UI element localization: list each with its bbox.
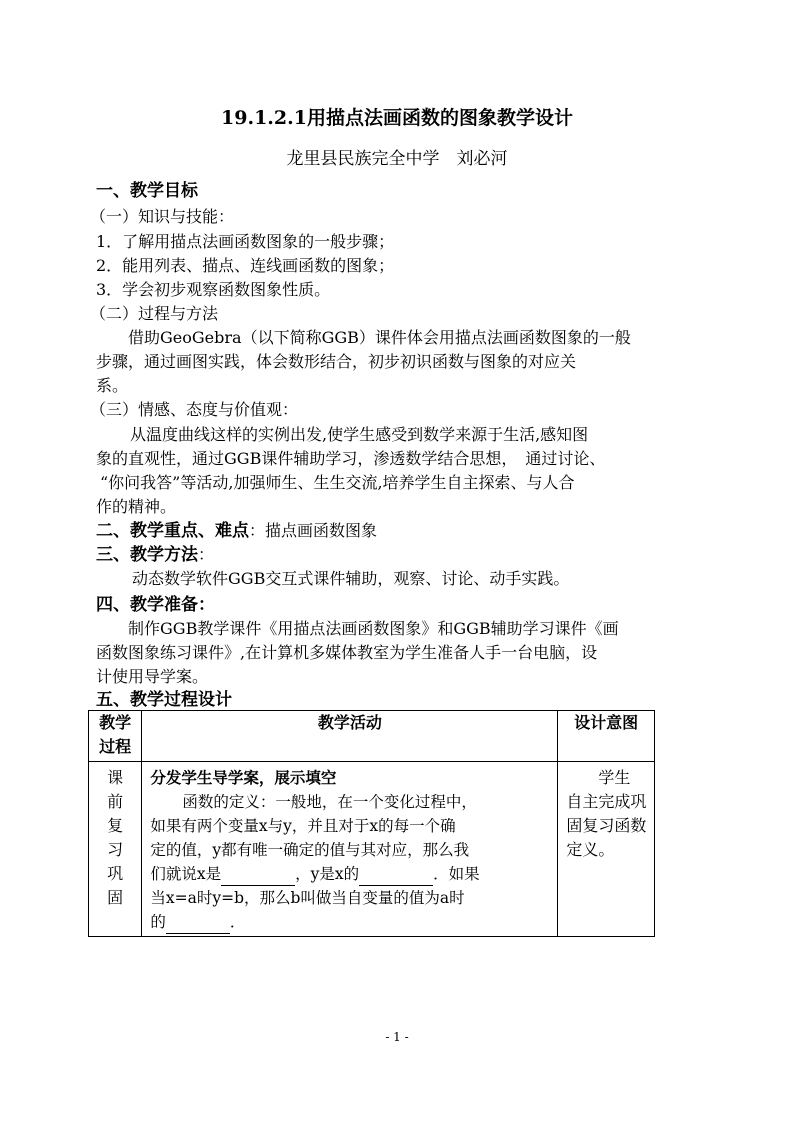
emotion-line-3: “你问我答”等活动,加强师生、生生交流,培养学生自主探索、与人合 [100,473,575,492]
activity-title: 分发学生导学案，展示填空 [150,768,337,787]
activity-line-6 [150,910,551,934]
stage-char-4: 习 [107,840,124,859]
intent-cell [558,762,655,937]
intent-line-2: 自主完成巩 [566,792,647,811]
process-line-3: 系。 [96,376,129,395]
goal-item-2: 2．能用列表、描点、连线画函数的图象； [96,256,395,275]
blank-1 [221,867,295,886]
emotion-line-2: 象的直观性，通过GGB课件辅助学习，渗透数学结合思想， 通过讨论、 [96,449,606,468]
stage-char-3: 复 [107,816,124,835]
activity-line-6b: ． [229,913,246,931]
emotion-line-4: 作的精神。 [96,497,177,516]
author-line: 龙里县民族完全中学 刘必河 [286,149,508,169]
stage-char-6: 固 [107,888,124,907]
emotion-line-1: 从温度曲线这样的实例出发,使学生感受到数学来源于生活,感知图 [130,425,589,444]
activity-cell [142,762,558,937]
section5-heading: 五、教学过程设计 [96,690,232,710]
section1-sub2: （二）过程与方法 [90,304,219,323]
activity-line-4b: ，y是x的 [295,865,360,883]
activity-line-6a: 的 [150,913,166,931]
prep-line-1: 制作GGB教学课件《用描点法画函数图象》和GGB辅助学习课件《画 [128,619,619,638]
activity-line-4 [150,862,551,886]
section3-line [96,544,214,566]
activity-line-3: 定的值，y都有唯一确定的值与其对应，那么我 [150,841,470,859]
section3-content: 动态数学软件GGB交互式课件辅助，观察、讨论、动手实践。 [132,569,570,588]
section3-heading: 三、教学方法 [96,545,198,565]
header-stage-line1: 教学 [99,713,132,732]
section2-colon: ： [249,521,266,540]
section3-colon: ： [198,545,215,564]
header-intent: 设计意图 [558,711,655,762]
prep-line-2: 函数图象练习课件》,在计算机多媒体教室为学生准备人手一台电脑，设 [96,643,598,662]
header-stage [89,711,142,762]
page-number: - 1 - [385,1030,409,1044]
section2-content: 描点画函数图象 [265,521,378,540]
header-stage-line2: 过程 [99,737,132,756]
process-line-2: 步骤，通过画图实践，体会数形结合，初步初识函数与图象的对应关 [96,352,577,371]
prep-line-3: 计使用导学案。 [96,667,209,686]
activity-line-1: 函数的定义：一般地，在一个变化过程中， [182,793,477,811]
activity-line-5: 当x=a时y=b，那么b叫做当自变量的值为a时 [150,889,465,907]
header-activity: 教学活动 [142,711,558,762]
table-row [89,762,655,937]
stage-char-1: 课 [107,768,124,787]
intent-line-4: 定义。 [566,840,615,859]
intent-line-1: 学生 [598,768,631,787]
activity-line-4a: 们就说x是 [150,865,222,883]
section2-heading: 二、教学重点、难点 [96,521,249,541]
stage-char-2: 前 [107,792,124,811]
intent-line-3: 固复习函数 [566,816,647,835]
section1-sub1: （一）知识与技能： [90,207,235,226]
section1-heading: 一、教学目标 [96,181,198,201]
blank-3 [166,915,230,934]
activity-line-4c: ．如果 [433,865,480,883]
table-header-row [89,711,655,762]
goal-item-1: 1．了解用描点法画函数图象的一般步骤； [96,232,395,251]
blank-2 [359,867,433,886]
section4-heading: 四、教学准备： [96,595,215,615]
teaching-process-table [88,710,655,937]
section1-sub3: （三）情感、态度与价值观： [90,400,299,419]
process-line-1: 借助GeoGebra（以下简称GGB）课件体会用描点法画函数图象的一般 [128,328,631,347]
stage-cell [89,762,142,937]
section2-line [96,520,377,542]
document-title: 19.1.2.1用描点法画函数的图象教学设计 [221,107,573,129]
stage-char-5: 巩 [107,864,124,883]
goal-item-3: 3．学会初步观察函数图象性质。 [96,280,331,299]
activity-line-2: 如果有两个变量x与y，并且对于x的每一个确 [150,817,456,835]
